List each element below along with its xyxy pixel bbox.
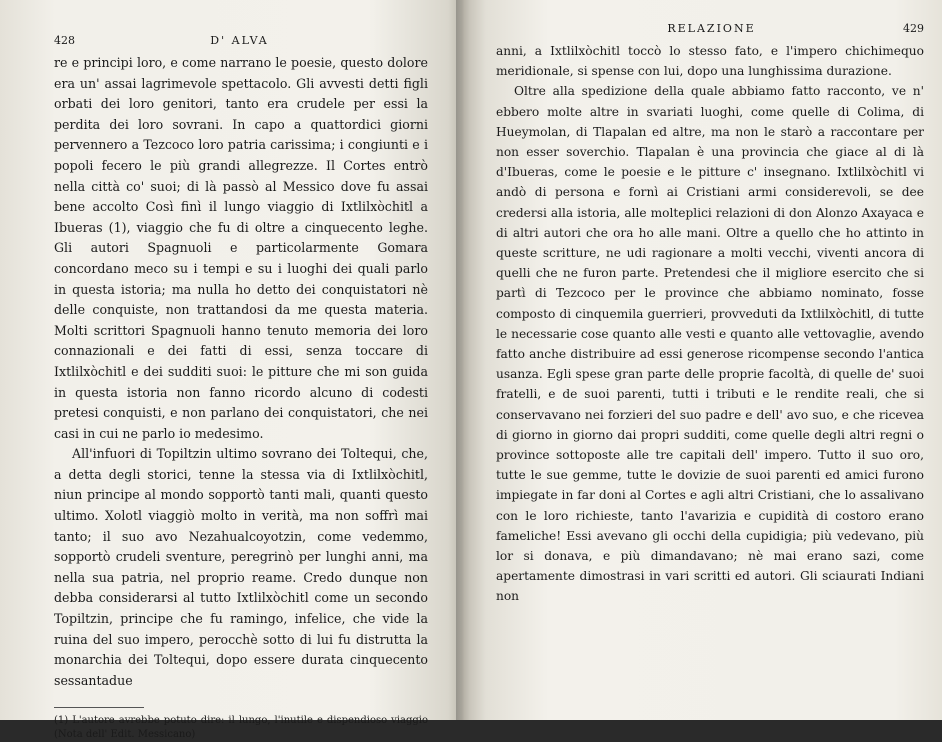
right-page-number: 429 [902,22,924,35]
right-running-head: RELAZIONE [667,22,756,35]
left-page-body [54,53,428,691]
footnote-rule [54,707,144,708]
left-running-head: D' ALVA [210,34,269,47]
right-paragraph-2: Oltre alla spedizione della quale abbiamo fatto racconto, ve n' ebbero molte altre in svariati luoghi, come quelle di Colima, di Hueymolan, di Tlapalan ed altre, ma non le starò a raccontare per non esser soverchio. Tlapalan è una provincia che giace al di là d'Ibueras, come le poesie e le pitture c' insegnano. Ixtlilxòchitl vi andò di persona e fornì ai Cristiani armi considerevoli, se dee credersi alla istoria, alle molteplici relazioni di don Alonzo Axayaca e di altri autori che ora ho alle mani. Oltre a quello che ho attinto in queste scritture, ne udi ragionare a molti vecchi, viventi ancora di quelli che ne furon parte. Pretendesi che il migliore esercito che si partì di Tezcoco per le province che abbiamo nominato, fosse composto di cinquemila guerrieri, provveduti da Ixtlilxòchitl, di tutte le necessarie cose quanto alle vesti e quanto alle vettovaglie, avendo fatto anche distribuire ad essi generose ricompense secondo l'antica usanza. Egli spese gran parte delle proprie facoltà, di quelle de' suoi fratelli, e de suoi parenti, tutti i tributi e le rendite reali, che si conservavano nei forzieri del suo padre e dell' avo suo, e che ricevea di giorno in giorno dai propri sudditi, come quelle degli altri regni o province sottoposte alle tre capitali dell' impero. Tutto il suo oro, tutte le sue gemme, tutte le dovizie de suoi parenti ed amici furono impiegate in far doni al Cortes e agli altri Cristiani, che lo assalivano con le loro richieste, tanto l'avarizia e cupidità di costoro erano fameliche! Essi avevano gli occhi della cupidigia; più vedevano, più lor si donava, e più dimandavano; nè mai erano sazi, come apertamente dimostrasi in vari scritti ed autori. Gli sciaurati Indiani non [496,84,924,604]
right-page [462,0,942,720]
left-paragraph-2: All'infuori di Topiltzin ultimo sovrano dei Toltequi, che, a detta degli storici, tenne la stessa via di Ixtlilxòchitl, niun principe al mondo sopportò tanti mali, quanti questo ultimo. Xolotl viaggiò molto in verità, ma non soffrì mai tanto; il suo avo Nezahualcoyotzin, come vedemmo, sopportò crudeli sventure, peregrinò per lunghi anni, ma nella sua patria, nel proprio reame. Credo dunque non debba considerarsi al tutto Ixtlilxòchitl come un secondo Topiltzin, principe che fu ramingo, infelice, che vide la ruina del suo impero, perocchè sotto di lui fu distrutta la monarchia dei Toltequi, dopo essere durata cinquecento sessantadue [54,446,428,688]
right-page-body [496,41,924,607]
left-page-header [54,34,428,47]
right-page-header [496,22,924,35]
left-paragraph-1: re e principi loro, e come narrano le poesie, questo dolore era un' assai lagrimevole spettacolo. Gli avvesti detti figli orbati dei loro genitori, tanto era crudele per essi la perdita dei loro sovrani. In capo a quattordici giorni pervennero a Tezcoco loro patria carissima; i congiunti e i popoli fecero le più grandi allegrezze. Il Cortes entrò nella città co' suoi; di là passò al Messico dove fu assai bene accolto Così finì il lungo viaggio di Ixtlilxòchitl a Ibueras (1), viaggio che fu di oltre a cinquecento leghe. Gli autori Spagnuoli e particolarmente Gomara concordano meco su i tempi e su i luoghi dei quali parlo in questa istoria; ma nulla ho detto dei conquistatori nè delle conquiste, non trattandosi da me questa materia. Molti scrittori Spagnuoli hanno tenuto memoria dei loro connazionali e dei fatti di essi, senza toccare di Ixtlilxòchitl e dei sudditi suoi: le pitture che mi son guida in questa istoria non fanno ricordo alcuno di codesti pretesi conquisti, e non parlano dei conquistatori, che nei casi in cui ne parlo io medesimo. [54,55,428,441]
left-page-number: 428 [54,34,75,47]
left-page [0,0,462,741]
footnote: (1) L'autore avrebbe potuto dire: il lungo, l'inutile e dispendioso viaggio (Nota dell' Edit. Messicano) [54,715,428,741]
right-paragraph-1: anni, a Ixtlilxòchitl toccò lo stesso fato, e l'impero chichimequo meridionale, si spense con lui, dopo una lunghissima durazione. [496,44,924,79]
